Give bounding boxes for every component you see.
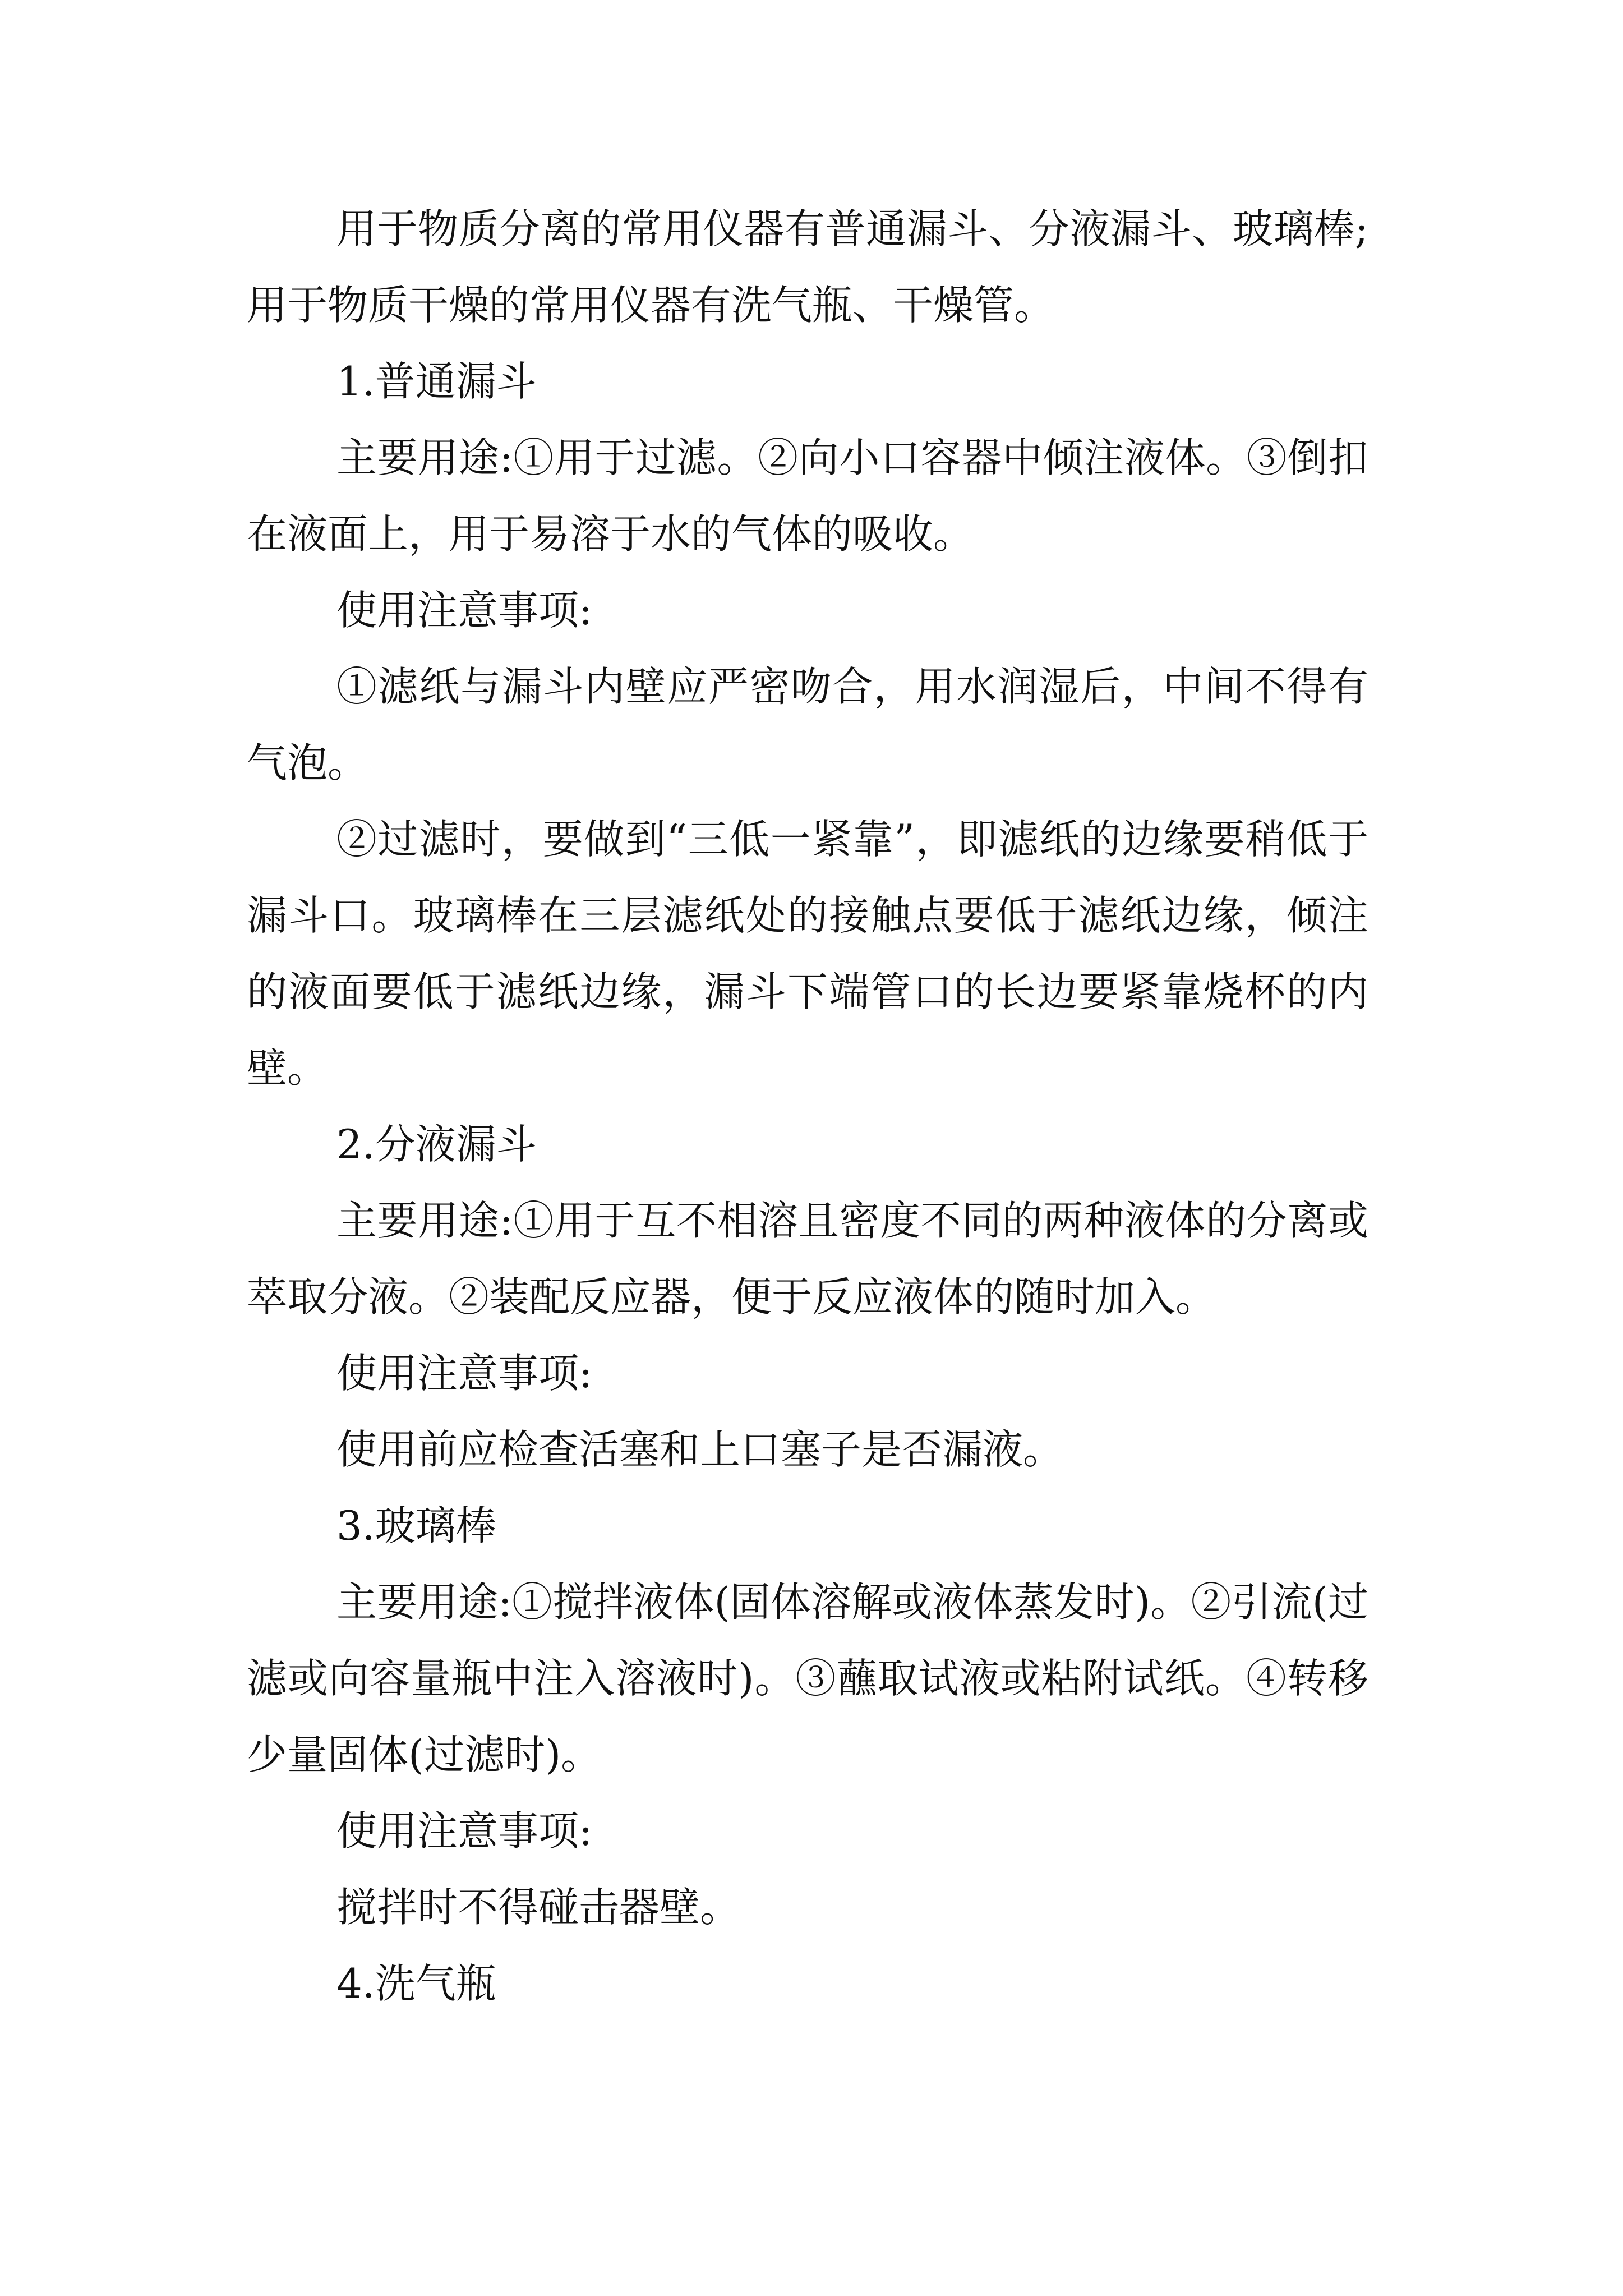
section-heading-separatory-funnel: 2.分液漏斗 xyxy=(336,1121,537,1168)
section-heading-glass-rod: 3.玻璃棒 xyxy=(336,1502,496,1549)
separatory-funnel-note: 使用前应检查活塞和上口塞子是否漏液。 xyxy=(336,1426,1064,1473)
glass-rod-usage-paragraph: 主要用途:①搅拌液体(固体溶解或液体蒸发时)。②引流(过滤或向容量瓶中注入溶液时)。③蘸取试液或粘附试纸。④转移少量固体(过滤时)。 xyxy=(247,1579,1368,1778)
section-heading-gas-washing-bottle: 4.洗气瓶 xyxy=(336,1960,496,2007)
intro-paragraph: 用于物质分离的常用仪器有普通漏斗、分液漏斗、玻璃棒;用于物质干燥的常用仪器有洗气瓶、干燥管。 xyxy=(247,205,1368,329)
glass-rod-note: 搅拌时不得碰击器壁。 xyxy=(336,1884,741,1931)
document-page xyxy=(247,191,1368,2022)
separatory-funnel-notes-heading: 使用注意事项: xyxy=(336,1350,593,1397)
separatory-funnel-usage-paragraph: 主要用途:①用于互不相溶且密度不同的两种液体的分离或萃取分液。②装配反应器，便于反应液体的随时加入。 xyxy=(247,1197,1368,1320)
funnel-usage-paragraph: 主要用途:①用于过滤。②向小口容器中倾注液体。③倒扣在液面上，用于易溶于水的气体的吸收。 xyxy=(247,434,1368,558)
funnel-notes-heading: 使用注意事项: xyxy=(336,587,593,634)
section-heading-funnel: 1.普通漏斗 xyxy=(336,358,537,405)
funnel-note-2: ②过滤时，要做到“三低一紧靠”，即滤纸的边缘要稍低于漏斗口。玻璃棒在三层滤纸处的接触点要低于滤纸边缘，倾注的液面要低于滤纸边缘，漏斗下端管口的长边要紧靠烧杯的内壁。 xyxy=(247,816,1368,1092)
glass-rod-notes-heading: 使用注意事项: xyxy=(336,1807,593,1855)
funnel-note-1: ①滤纸与漏斗内壁应严密吻合，用水润湿后，中间不得有气泡。 xyxy=(247,663,1368,786)
